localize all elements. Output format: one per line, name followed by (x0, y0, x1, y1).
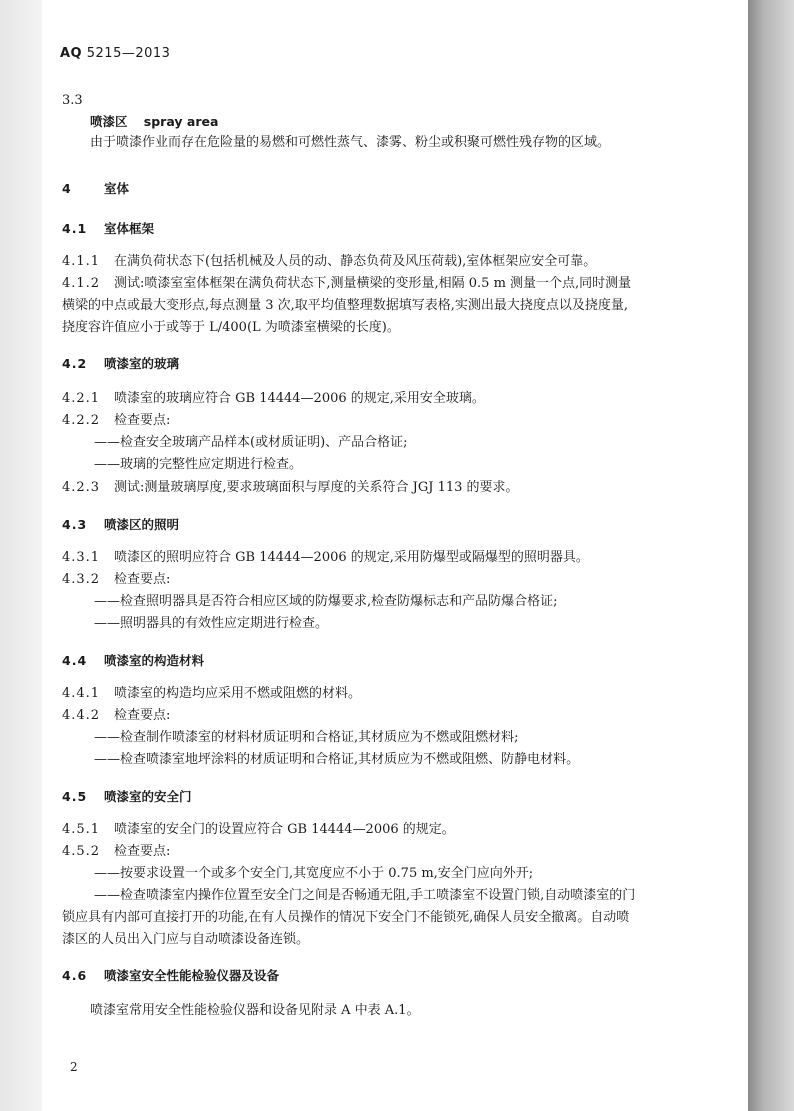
clause-4-3-2 (62, 571, 170, 589)
section-4-3-heading (62, 516, 179, 534)
standard-header (60, 46, 170, 61)
clause-4-1-2 (62, 275, 631, 293)
clause-4-2-2 (62, 412, 170, 430)
clause-4-3-1 (62, 549, 589, 567)
section-4-2-heading (62, 355, 179, 373)
clause-number: 4.5.2 (62, 844, 101, 859)
list-item: ——检查照明器具是否符合相应区域的防爆要求,检查防爆标志和产品防爆合格证; (94, 594, 558, 609)
clause-text: 检查要点: (114, 844, 171, 859)
clause-number: 4.3.2 (62, 572, 101, 587)
section-number: 4 (62, 181, 72, 196)
standard-number: 5215—2013 (86, 46, 171, 61)
section-title: 室体 (104, 181, 130, 196)
clause-text: 喷漆室的安全门的设置应符合 GB 14444—2006 的规定。 (114, 822, 455, 837)
clause-4-2-3 (62, 479, 519, 497)
page-number: 2 (70, 1060, 78, 1074)
section-4-6-heading (62, 967, 279, 985)
section-number: 4.6 (62, 968, 88, 983)
list-item: ——玻璃的完整性应定期进行检查。 (94, 457, 303, 472)
section-4-6-text: 喷漆室常用安全性能检验仪器和设备见附录 A 中表 A.1。 (90, 1003, 420, 1018)
clause-number: 4.1.2 (62, 276, 101, 291)
clause-number: 4.2.3 (62, 480, 101, 495)
clause-text: 在满负荷状态下(包括机械及人员的动、静态负荷及风压荷载),室体框架应安全可靠。 (114, 254, 597, 269)
clause-number: 4.1.1 (62, 254, 101, 269)
section-title: 喷漆室的玻璃 (104, 356, 180, 371)
clause-text: 喷漆室的构造均应采用不燃或阻燃的材料。 (114, 686, 362, 701)
clause-4-4-1 (62, 685, 361, 703)
list-item: ——检查喷漆室地坪涂料的材质证明和合格证,其材质应为不燃或阻燃、防静电材料。 (94, 752, 580, 767)
section-number: 4.1 (62, 221, 88, 236)
section-title: 喷漆区的照明 (104, 517, 180, 532)
clause-text: 喷漆室的玻璃应符合 GB 14444—2006 的规定,采用安全玻璃。 (114, 391, 485, 406)
section-number: 4.2 (62, 356, 88, 371)
clause-text: 检查要点: (114, 413, 171, 428)
clause-text: 检查要点: (114, 572, 171, 587)
section-title: 室体框架 (104, 221, 155, 236)
section-4-5-heading (62, 788, 192, 806)
clause-4-1-2-line-2: 横梁的中点或最大变形点,每点测量 3 次,取平均值整理数据填写表格,实测出最大挠度点以及挠度量, (62, 298, 629, 313)
term-english: spray area (143, 114, 219, 129)
clause-number: 4.4.2 (62, 708, 101, 723)
section-number: 4.4 (62, 653, 88, 668)
list-item: ——检查安全玻璃产品样本(或材质证明)、产品合格证; (94, 435, 408, 450)
term-chinese: 喷漆区 (90, 114, 128, 129)
clause-text: 检查要点: (114, 708, 171, 723)
clause-number: 4.2.1 (62, 391, 101, 406)
section-title: 喷漆室安全性能检验仪器及设备 (104, 968, 280, 983)
term-definition: 由于喷漆作业而存在危险量的易燃和可燃性蒸气、漆雾、粉尘或积聚可燃性残存物的区域。 (90, 135, 611, 150)
clause-4-5-2 (62, 843, 170, 861)
clause-4-1-2-line-3: 挠度容许值应小于或等于 L/400(L 为喷漆室横梁的长度)。 (62, 320, 400, 335)
list-item: ——检查喷漆室内操作位置至安全门之间是否畅通无阻,手工喷漆室不设置门锁,自动喷漆室的门 (94, 888, 636, 903)
clause-text: 测试:喷漆室室体框架在满负荷状态下,测量横梁的变形量,相隔 0.5 m 测量一个点,同时测量 (114, 276, 632, 291)
section-4-4-heading (62, 652, 204, 670)
section-number: 4.3 (62, 517, 88, 532)
section-title: 喷漆室的安全门 (104, 789, 192, 804)
list-item-continuation: 漆区的人员出入门应与自动喷漆设备连锁。 (62, 932, 310, 947)
section-4-1-heading (62, 220, 154, 238)
standard-code: AQ (60, 46, 83, 61)
clause-number: 4.4.1 (62, 686, 101, 701)
list-item: ——照明器具的有效性应定期进行检查。 (94, 616, 329, 631)
clause-text: 喷漆区的照明应符合 GB 14444—2006 的规定,采用防爆型或隔爆型的照明器具。 (114, 550, 589, 565)
clause-number: 4.2.2 (62, 413, 101, 428)
clause-number: 4.5.1 (62, 822, 101, 837)
section-3-3-number: 3.3 (62, 93, 83, 108)
section-title: 喷漆室的构造材料 (104, 653, 205, 668)
clause-4-2-1 (62, 390, 485, 408)
list-item: ——按要求设置一个或多个安全门,其宽度应不小于 0.75 m,安全门应向外开; (94, 866, 534, 881)
section-number: 4.5 (62, 789, 88, 804)
section-4-heading (62, 180, 129, 198)
clause-number: 4.3.1 (62, 550, 101, 565)
clause-4-5-1 (62, 821, 455, 839)
clause-text: 测试:测量玻璃厚度,要求玻璃面积与厚度的关系符合 JGJ 113 的要求。 (114, 480, 519, 495)
clause-4-1-1 (62, 253, 596, 271)
list-item-continuation: 锁应具有内部可直接打开的功能,在有人员操作的情况下安全门不能锁死,确保人员安全撤离。自动喷 (62, 910, 630, 925)
term-entry (90, 113, 218, 132)
clause-4-4-2 (62, 707, 170, 725)
list-item: ——检查制作喷漆室的材料材质证明和合格证,其材质应为不燃或阻燃材料; (94, 730, 519, 745)
